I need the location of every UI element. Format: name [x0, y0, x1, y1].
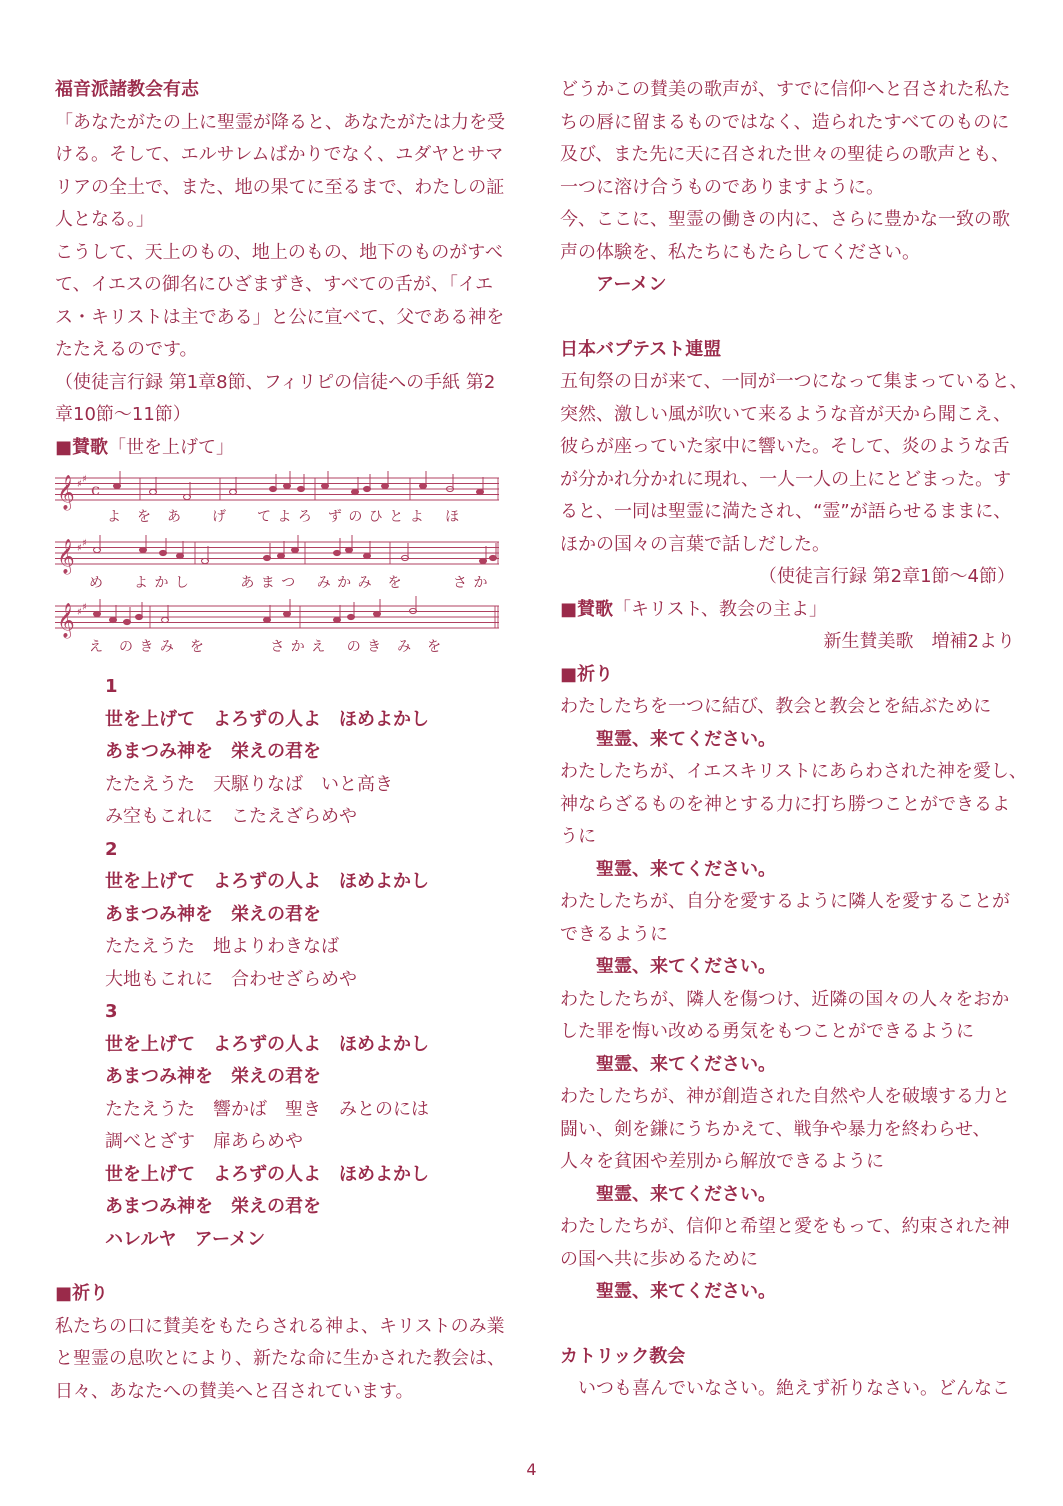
verse-line: あまつみ神を 栄えの君を [105, 1066, 321, 1087]
right-column [560, 74, 1028, 1406]
petition-response: 聖霊、来てください。 [596, 858, 776, 880]
hymn-heading [55, 432, 505, 465]
verse-line: あまつみ神を 栄えの君を [105, 1196, 321, 1217]
amen-line: アーメン [596, 274, 667, 295]
petition-response: 聖霊、来てください。 [596, 1281, 776, 1302]
verse-line: 大地もこれに 合わせざらめや [105, 968, 357, 990]
verse-line: たたえうた 響かば 聖き みとのには [105, 1098, 429, 1120]
svg-text:c: c [91, 480, 100, 499]
verse-line: あまつみ神を 栄えの君を [105, 903, 321, 925]
prayer-heading: ■祈り [560, 663, 614, 685]
hymn-marker: ■賛歌 [55, 436, 109, 458]
prayer-cont-line: 声の体験を、私たちにもたらしてください。 [560, 241, 920, 263]
scripture-line: 章10節～11節） [55, 404, 191, 425]
score-lyrics-line: め よ か し あ ま つ み か み を さ か [89, 575, 489, 591]
verse-line: み空もこれに こたえざらめや [105, 806, 357, 827]
scripture-line: 「あなたがたの上に聖霊が降ると、あなたがたは力を受 [55, 111, 505, 133]
svg-text:♯: ♯ [77, 543, 82, 554]
petition-line: 人々を貧困や差別から解放できるように [560, 1151, 884, 1172]
scripture-line: ると、一同は聖霊に満たされ、“霊”が語らせるままに、 [560, 501, 1012, 522]
svg-text:𝄞: 𝄞 [57, 539, 75, 574]
verse-line: 世を上げて よろずの人よ ほめよかし [105, 708, 429, 730]
prayer-cont-line: 及び、また先に天に召された世々の聖徒らの歌声とも、 [560, 144, 1010, 165]
left-column [55, 74, 505, 1408]
scripture-line: 五旬祭の日が来て、一同が一つになって集まっていると、 [560, 371, 1028, 392]
hymn-heading [560, 594, 1015, 627]
verse-line: ハレルヤ アーメン [105, 1228, 266, 1250]
section-heading-baptist: 日本バプテスト連盟 [560, 338, 722, 360]
scripture-line: ほかの国々の言葉で話しだした。 [560, 533, 830, 555]
petition-response: 聖霊、来てください。 [596, 728, 776, 750]
prayer-heading: ■祈り [55, 1283, 109, 1304]
scripture-line: ス・キリストは主である」と公に宣べて、父である神を [55, 306, 505, 328]
hymn-title: 「キリスト、教会の主よ」 [613, 598, 828, 620]
hymn-title: 「世を上げて」 [108, 436, 235, 458]
score-lyrics-line: え の き み を さ か え の き み を [89, 639, 443, 655]
petition-line: わたしたちが、自分を愛するように隣人を愛することが [560, 891, 1010, 912]
prayer-cont-line: 今、ここに、聖霊の働きの内に、さらに豊かな一致の歌 [560, 209, 1010, 230]
petition-line: できるように [560, 923, 668, 945]
petition-response: 聖霊、来てください。 [596, 956, 776, 977]
page-number: 4 [526, 1460, 537, 1479]
hymn-verses [55, 671, 505, 1256]
prayer-line: 私たちの口に賛美をもたらされる神よ、キリストのみ業 [55, 1315, 505, 1337]
petition-response: 聖霊、来てください。 [596, 1053, 776, 1075]
petition-line: わたしたちが、信仰と希望と愛をもって、約束された神 [560, 1216, 1010, 1237]
petition-line: わたしたちを一つに結び、教会と教会とを結ぶために [560, 696, 992, 717]
svg-text:♯: ♯ [82, 602, 87, 613]
scripture-line: たたえるのです。 [55, 339, 198, 360]
prayer-cont-line: ちの唇に留まるものではなく、造られたすべてのものに [560, 111, 1010, 133]
verse-line: 世を上げて よろずの人よ ほめよかし [105, 1033, 429, 1055]
verse-line: あまつみ神を 栄えの君を [105, 741, 321, 762]
petition-response: 聖霊、来てください。 [596, 1183, 776, 1205]
score-lyrics-line: よ を あ げ て よ ろ ず の ひ と よ ほ [107, 509, 461, 525]
verse-number: 3 [105, 1001, 118, 1022]
verse-line: たたえうた 地よりわきなば [105, 936, 339, 957]
scripture-line: 突然、激しい風が吹いて来るような音が天から聞こえ、 [560, 403, 1012, 425]
scripture-line: て、イエスの御名にひざまずき、すべての舌が、「イエ [55, 274, 494, 295]
svg-text:𝄞: 𝄞 [57, 475, 75, 510]
prayer-line: と聖霊の息吹とにより、新たな命に生かされた教会は、 [55, 1348, 505, 1369]
verse-line: 世を上げて よろずの人よ ほめよかし [105, 1163, 429, 1185]
prayer-cont-line: どうかこの賛美の歌声が、すでに信仰へと召された私た [560, 79, 1011, 100]
prayer-line: 日々、あなたへの賛美へと召されています。 [55, 1380, 414, 1402]
catholic-line: いつも喜んでいなさい。絶えず祈りなさい。どんなこ [578, 1378, 1010, 1399]
petition-line: 闘い、剣を鎌にうちかえて、戦争や暴力を終わらせ、 [560, 1118, 991, 1140]
petition-line: わたしたちが、神が創造された自然や人を破壊する力と [560, 1086, 1010, 1107]
scripture-line: ける。そして、エルサレムばかりでなく、ユダヤとサマ [55, 144, 504, 165]
section-heading-catholic: カトリック教会 [560, 1345, 686, 1367]
scripture-reference: （使徒言行録 第2章1節～4節） [758, 566, 1015, 587]
scripture-line: 彼らが座っていた家中に響いた。そして、炎のような舌 [560, 436, 1010, 457]
petition-line: わたしたちが、隣人を傷つけ、近隣の国々の人々をおか [560, 988, 1010, 1010]
verse-line: たたえうた 天駆りなば いと高き [105, 773, 393, 795]
section-heading-evangelical: 福音派諸教会有志 [55, 79, 199, 100]
scripture-line: リアの全土で、また、地の果てに至るまで、わたしの証 [55, 176, 505, 198]
svg-text:𝄞: 𝄞 [57, 603, 75, 638]
petition-line: 神ならざるものを神とする力に打ち勝つことができるよ [560, 793, 1010, 815]
verse-number: 2 [105, 838, 118, 860]
prayer-cont-line: 一つに溶け合うものでありますように。 [560, 176, 884, 198]
scripture-line: （使徒言行録 第1章8節、フィリピの信徒への手紙 第2 [55, 371, 496, 393]
svg-text:♯: ♯ [82, 538, 87, 549]
verse-line: 調べとざす 扉あらめや [105, 1131, 303, 1152]
scripture-block-1 [55, 107, 505, 432]
petition-line: わたしたちが、イエスキリストにあらわされた神を愛し、 [560, 761, 1027, 782]
scripture-line: が分かれ分かれに現れ、一人一人の上にとどまった。す [560, 468, 1012, 490]
music-score [55, 470, 501, 665]
petition-line: うに [560, 826, 596, 847]
petition-line: した罪を悔い改める勇気をもつことができるように [560, 1021, 974, 1042]
scripture-line: 人となる。」 [55, 209, 154, 230]
svg-text:♯: ♯ [77, 607, 82, 618]
verse-line: 世を上げて よろずの人よ ほめよかし [105, 871, 429, 892]
svg-text:♯: ♯ [77, 479, 82, 490]
petition-line: の国へ共に歩めるために [560, 1248, 758, 1270]
verse-number: 1 [105, 676, 118, 697]
svg-text:♯: ♯ [82, 474, 87, 485]
hymn-source: 新生賛美歌 増補2より [823, 631, 1015, 652]
hymn-marker: ■賛歌 [560, 598, 614, 620]
scripture-line: こうして、天上のもの、地上のもの、地下のものがすべ [55, 241, 503, 263]
